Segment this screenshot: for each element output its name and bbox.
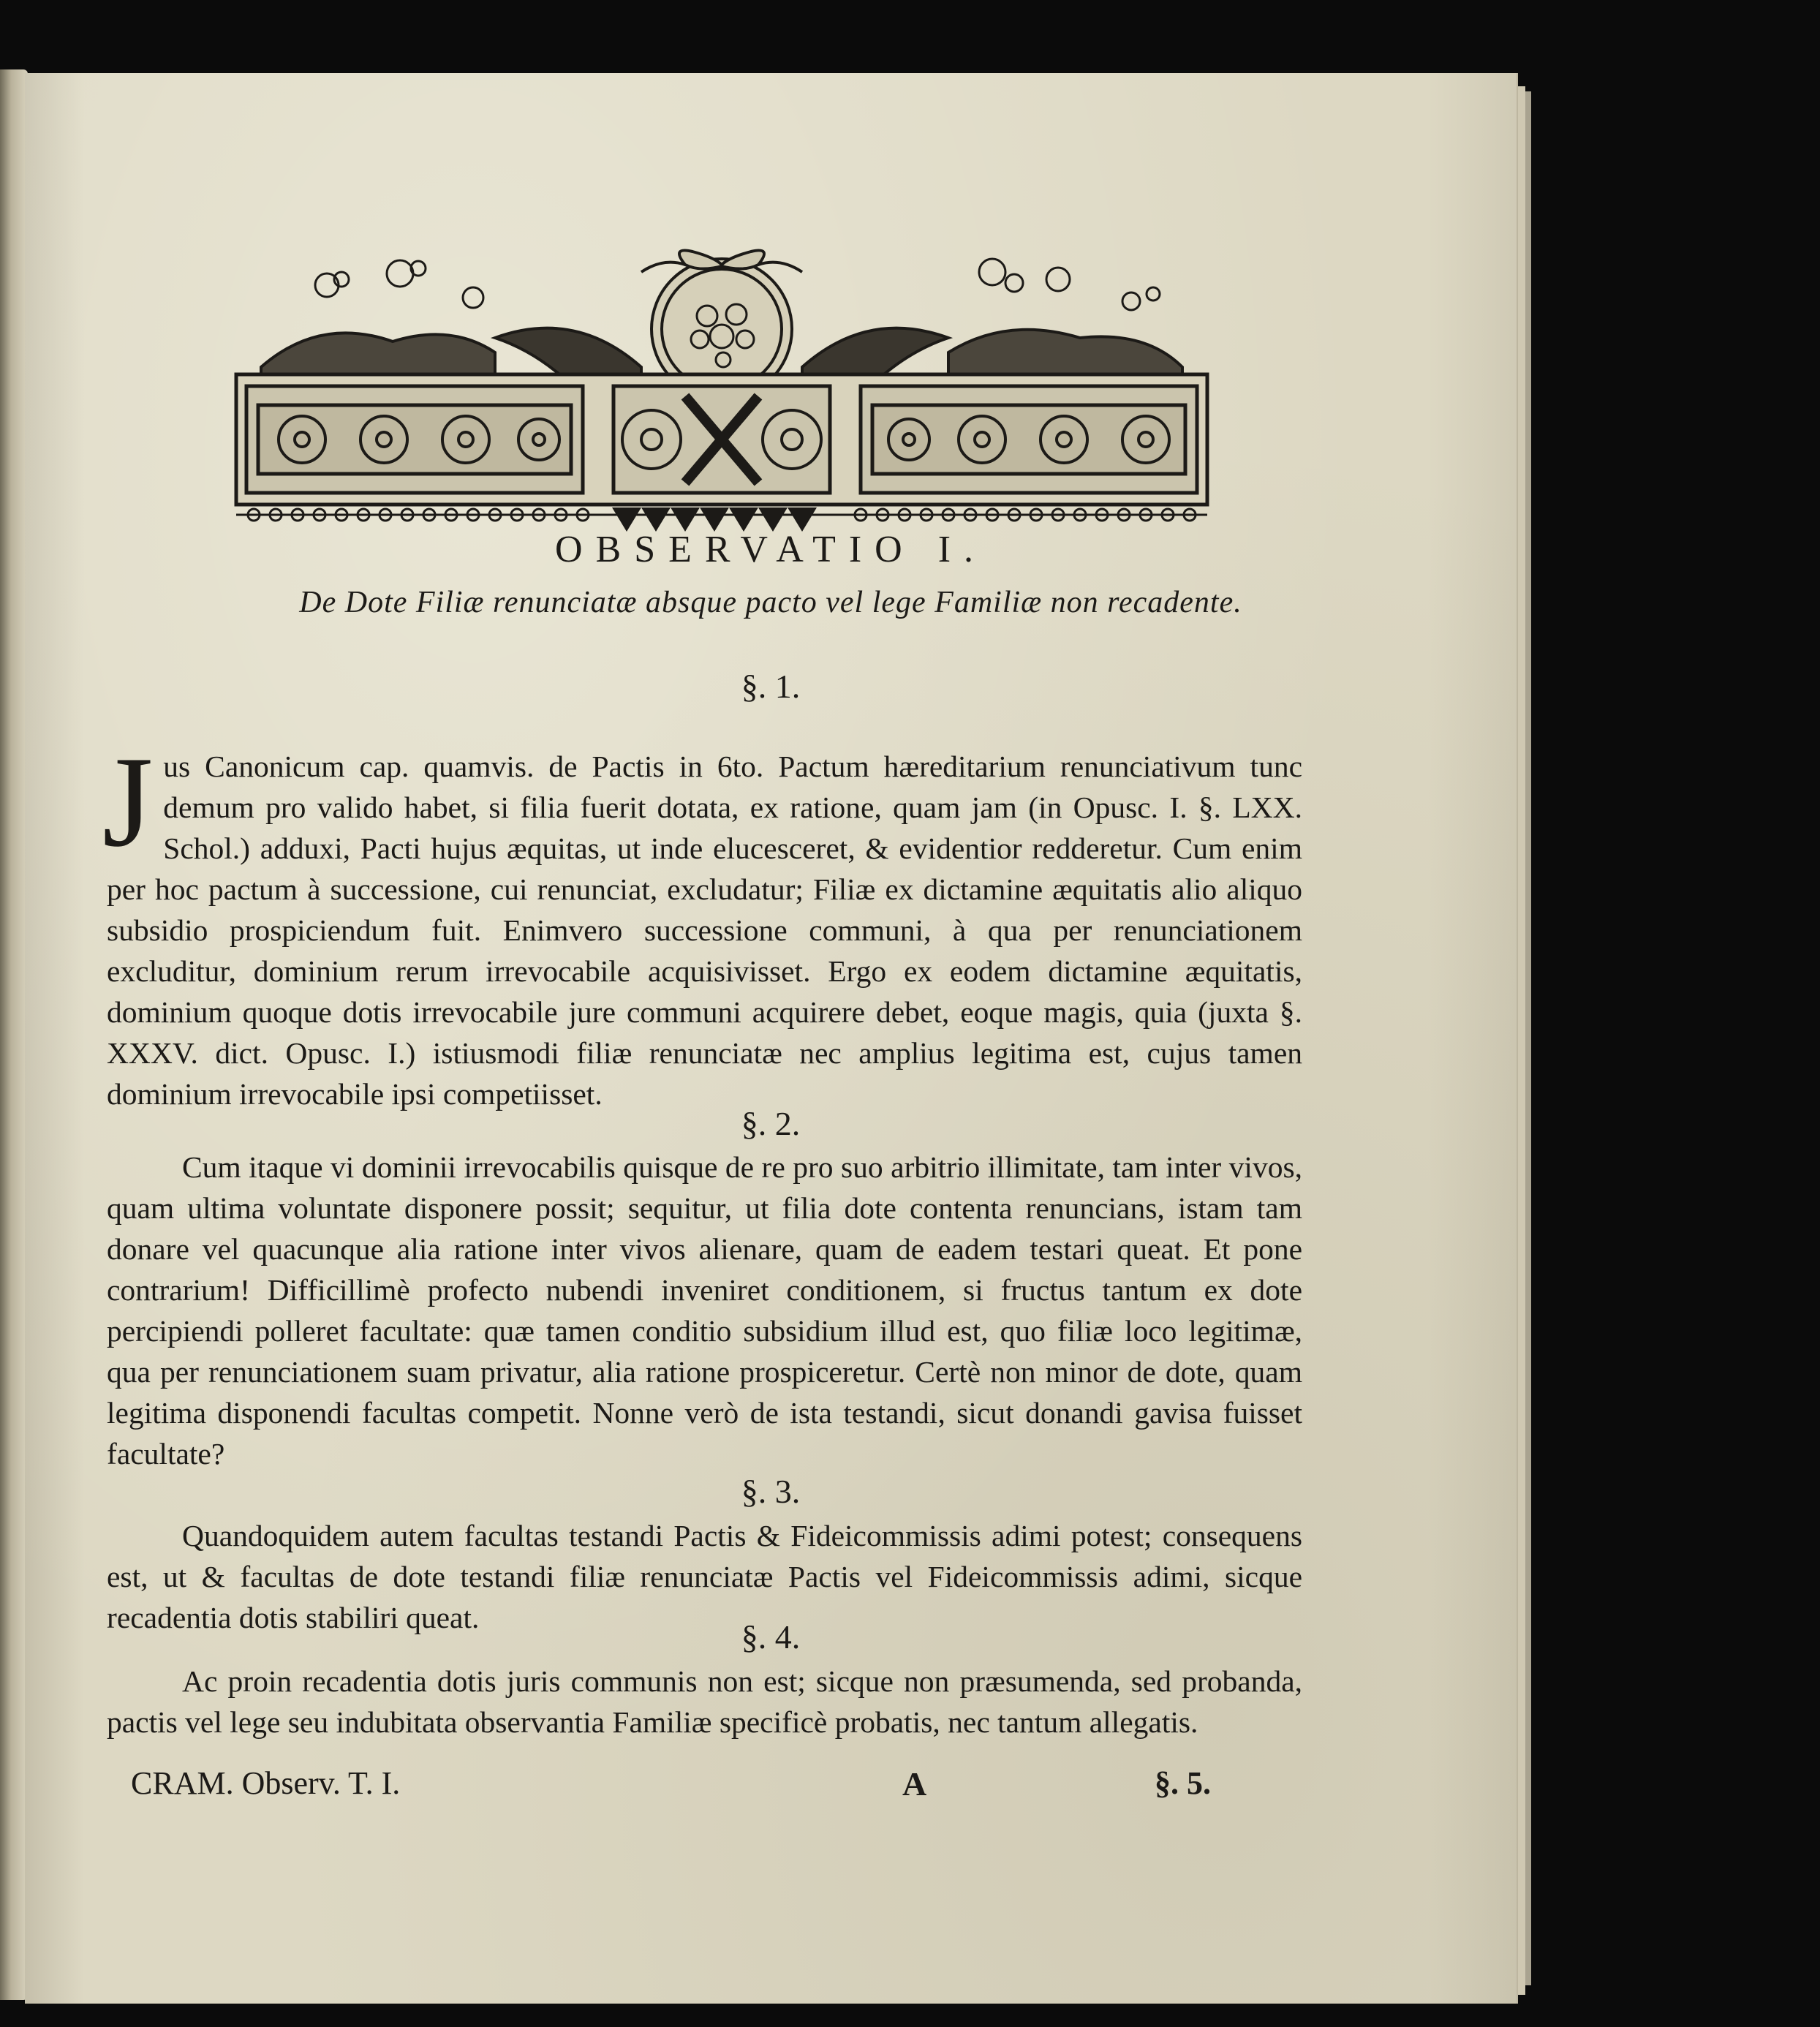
section-text: Cum itaque vi dominii irrevocabilis quisque de re pro suo arbitrio illimitate, tam inter vivos, quam ultima voluntate disponere possit; sequitur, ut filia dote contenta renuncians, istam tam donare vel quacunque alia ratione inter vivos alienare, quam de eadem testari queat. Et pone contrarium! Difficillimè profecto nubendi inveniret conditionem, si fructus tantum ex dote percipiendi polleret facultate: quæ tamen conditio subsidium illud est, quo filiæ loco legitimæ, qua per renunciationem suam privatur, alia ratione prospiceretur. Certè non minor de dote, quam legitima disponendi facultas competit. Nonne verò de ista testandi, sicut donandi gavisa fuisset facultate? bbox=[107, 1150, 1302, 1471]
adjacent-page-edge bbox=[0, 69, 28, 2000]
section-body bbox=[107, 1661, 1302, 1743]
page-title: OBSERVATIO I. bbox=[554, 529, 987, 570]
footer-signature-mark: A bbox=[902, 1765, 927, 1803]
drop-cap: J bbox=[102, 729, 154, 874]
section-body bbox=[102, 729, 1302, 1114]
headpiece-ornament-icon bbox=[232, 243, 1212, 539]
section-text: Quandoquidem autem facultas testandi Pactis & Fideicommissis adimi potest; consequens est, ut & facultas de dote testandi filiæ renunciatæ Pactis vel Fideicommissis adimi, sicque recadentia dotis stabiliri queat. bbox=[107, 1519, 1302, 1634]
book-page bbox=[25, 73, 1517, 2004]
section-mark: §. 2. bbox=[741, 1105, 801, 1142]
page-subtitle: De Dote Filiæ renunciatæ absque pacto vel lege Familiæ non recadente. bbox=[299, 586, 1242, 619]
section-text: Ac proin recadentia dotis juris communis non est; sicque non præsumenda, sed probanda, pactis vel lege seu indubitata observantia Familiæ specificè probatis, nec tantum allegatis. bbox=[107, 1664, 1302, 1739]
page-stack-edge-shadow bbox=[1525, 91, 1531, 1985]
section-text: us Canonicum cap. quamvis. de Pactis in 6to. Pactum hæreditarium renunciativum tunc demum pro valido habet, si filia fuerit dotata, ex ratione, quam jam (in Opusc. I. §. LXX. Schol.) adduxi, Pacti hujus æquitas, ut inde elucesceret, & evidentior redderetur. Cum enim per hoc pactum à successione, cui renunciat, excludatur; Filiæ ex dictamine æquitatis alio aliquo subsidio prospiciendum fuit. Enimvero successione communi, à qua per renunciationem excluditur, dominium rerum irrevocabile acquisivisset. Ergo ex eodem dictamine æquitatis, dominium quoque dotis irrevocabile jure communi acquirere debet, eoque magis, quia (juxta §. XXXV. dict. Opusc. I.) istiusmodi filiæ renunciatæ nec amplius legitima est, cujus tamen dominium irrevocabile ipsi competiisset. bbox=[107, 750, 1302, 1111]
section-mark: §. 4. bbox=[741, 1618, 801, 1656]
section-body bbox=[107, 1147, 1302, 1474]
footer-running-title: CRAM. Observ. T. I. bbox=[131, 1765, 401, 1801]
section-mark: §. 3. bbox=[741, 1473, 801, 1510]
section-mark: §. 1. bbox=[741, 668, 801, 705]
footer-catchword: §. 5. bbox=[1155, 1765, 1211, 1801]
